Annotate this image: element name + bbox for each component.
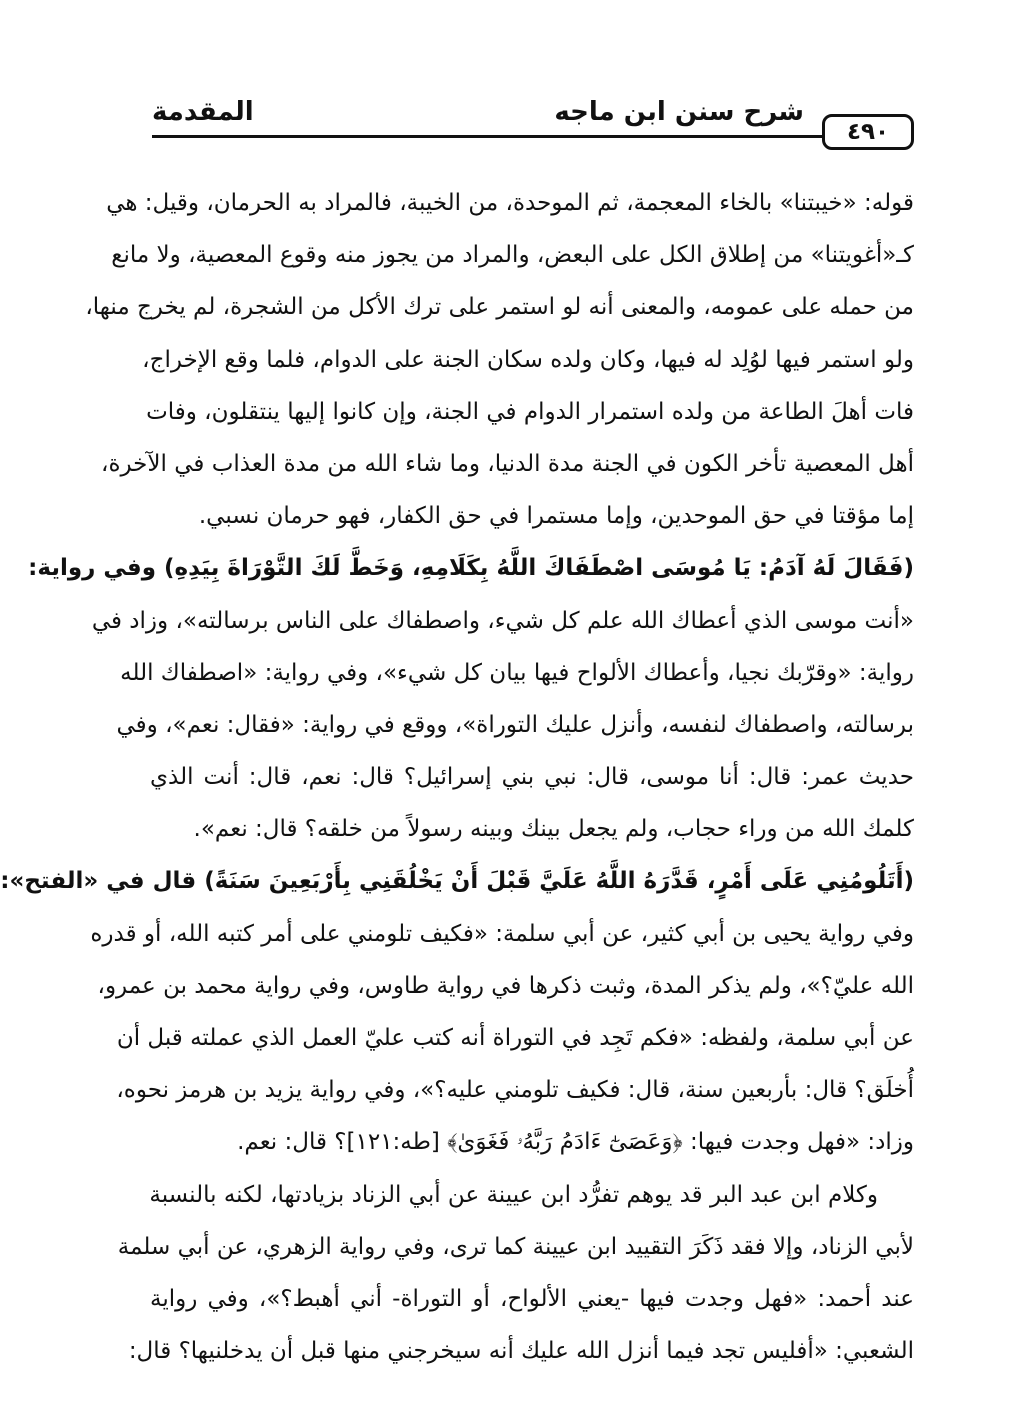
text-line-21: لأبي الزناد، وإلا فقد ذَكَرَ التقييد ابن عيينة كما ترى، وفي رواية الزهري، عن أبي سلمة [117,1233,914,1260]
text-body [0,177,914,1377]
text-line-7: إما مؤقتا في حق الموحدين، وإما مستمرا في حق الكفار، فهو حرمان نسبي. [198,503,914,530]
text-line-4: ولو استمر فيها لوُلِد له فيها، وكان ولده سكان الجنة على الدوام، فلما وقع الإخراج، [142,346,914,373]
hadith-line-1: (فَقَالَ لَهُ آدَمُ: يَا مُوسَى اصْطَفَاكَ اللَّهُ بِكَلَامِهِ، وَخَطَّ لَكَ التَّوْرَاةَ بِيَدِهِ) وفي رواية: [28,555,914,582]
text-line-5: فات أهلَ الطاعة من ولده استمرار الدوام في الجنة، وإن كانوا إليها ينتقلون، وفات [146,398,914,425]
text-line-23: الشعبي: «أفليس تجد فيما أنزل الله عليك أنه سيخرجني منها قبل أن يدخلنيها؟ قال: [128,1338,914,1365]
text-line-6: أهل المعصية تأخر الكون في الجنة مدة الدنيا، وما شاء الله من مدة العذاب في الآخرة، [101,450,914,477]
page-header [152,92,914,154]
text-line-18: أُخلَق؟ قال: بأربعين سنة، قال: فكيف تلومني عليه؟»، وفي رواية يزيد بن هرمز نحوه، [116,1077,914,1104]
text-line-1: قوله: «خيبتنا» بالخاء المعجمة، ثم الموحدة، من الخيبة، فالمراد به الحرمان، وقيل: هي [106,190,914,216]
text-line-9: «أنت موسى الذي أعطاك الله علم كل شيء، واصطفاك على الناس برسالته»، وزاد في [91,607,914,634]
text-line-17: عن أبي سلمة، ولفظه: «فكم تَجِد في التوراة أنه كتب عليّ العمل الذي عملته قبل أن [116,1025,914,1051]
text-line-11: برسالته، واصطفاك لنفسه، وأنزل عليك التوراة»، ووقع في رواية: «فقال: نعم»، وفي [116,711,914,738]
text-line-3: من حمله على عمومه، والمعنى أنه لو استمر على ترك الأكل من الشجرة، لم يخرج منها، [85,294,914,321]
header-rule [152,135,914,138]
text-line-2: كـ«أغويتنا» من إطلاق الكل على البعض، والمراد من يجوز منه وقوع المعصية، ولا مانع [111,242,914,269]
section-title: المقدمة [152,97,254,127]
page-number: ٤٩٠ [822,114,914,150]
text-line-16: الله عليّ؟»، ولم يذكر المدة، وثبت ذكرها في رواية طاوس، وفي رواية محمد بن عمرو، [97,972,914,999]
text-line-10: رواية: «وقرّبك نجيا، وأعطاك الألواح فيها بيان كل شيء»، وفي رواية: «اصطفاك الله [120,659,914,686]
text-line-13: كلمك الله من وراء حجاب، ولم يجعل بينك وبينه رسولاً من خلقه؟ قال: نعم». [193,816,914,843]
book-title: شرح سنن ابن ماجه [554,97,804,127]
text-line-22: عند أحمد: «فهل وجدت فيها -يعني الألواح، أو التوراة- أني أهبط؟»، وفي رواية [150,1285,914,1312]
text-line-12: حديث عمر: قال: أنا موسى، قال: نبي بني إسرائيل؟ قال: نعم، قال: أنت الذي [150,764,914,791]
hadith-line-2: (أَتَلُومُنِي عَلَى أَمْرٍ، قَدَّرَهُ اللَّهُ عَلَيَّ قَبْلَ أَنْ يَخْلُقَنِي بِأَرْبَعِينَ سَنَةً) قال في «الفتح»: [0,868,914,895]
text-line-19: وزاد: «فهل وجدت فيها: ﴿وَعَصَىٰٓ ءَادَمُ رَبَّهُۥ فَغَوَىٰ﴾ [طه:١٢١]؟ قال: نعم. [237,1129,914,1156]
text-line-20: وكلام ابن عبد البر قد يوهم تفرُّد ابن عيينة عن أبي الزناد بزيادتها، لكنه بالنسبة [149,1181,878,1208]
text-line-15: وفي رواية يحيى بن أبي كثير، عن أبي سلمة: «فكيف تلومني على أمر كتبه الله، أو قدره [90,920,914,947]
